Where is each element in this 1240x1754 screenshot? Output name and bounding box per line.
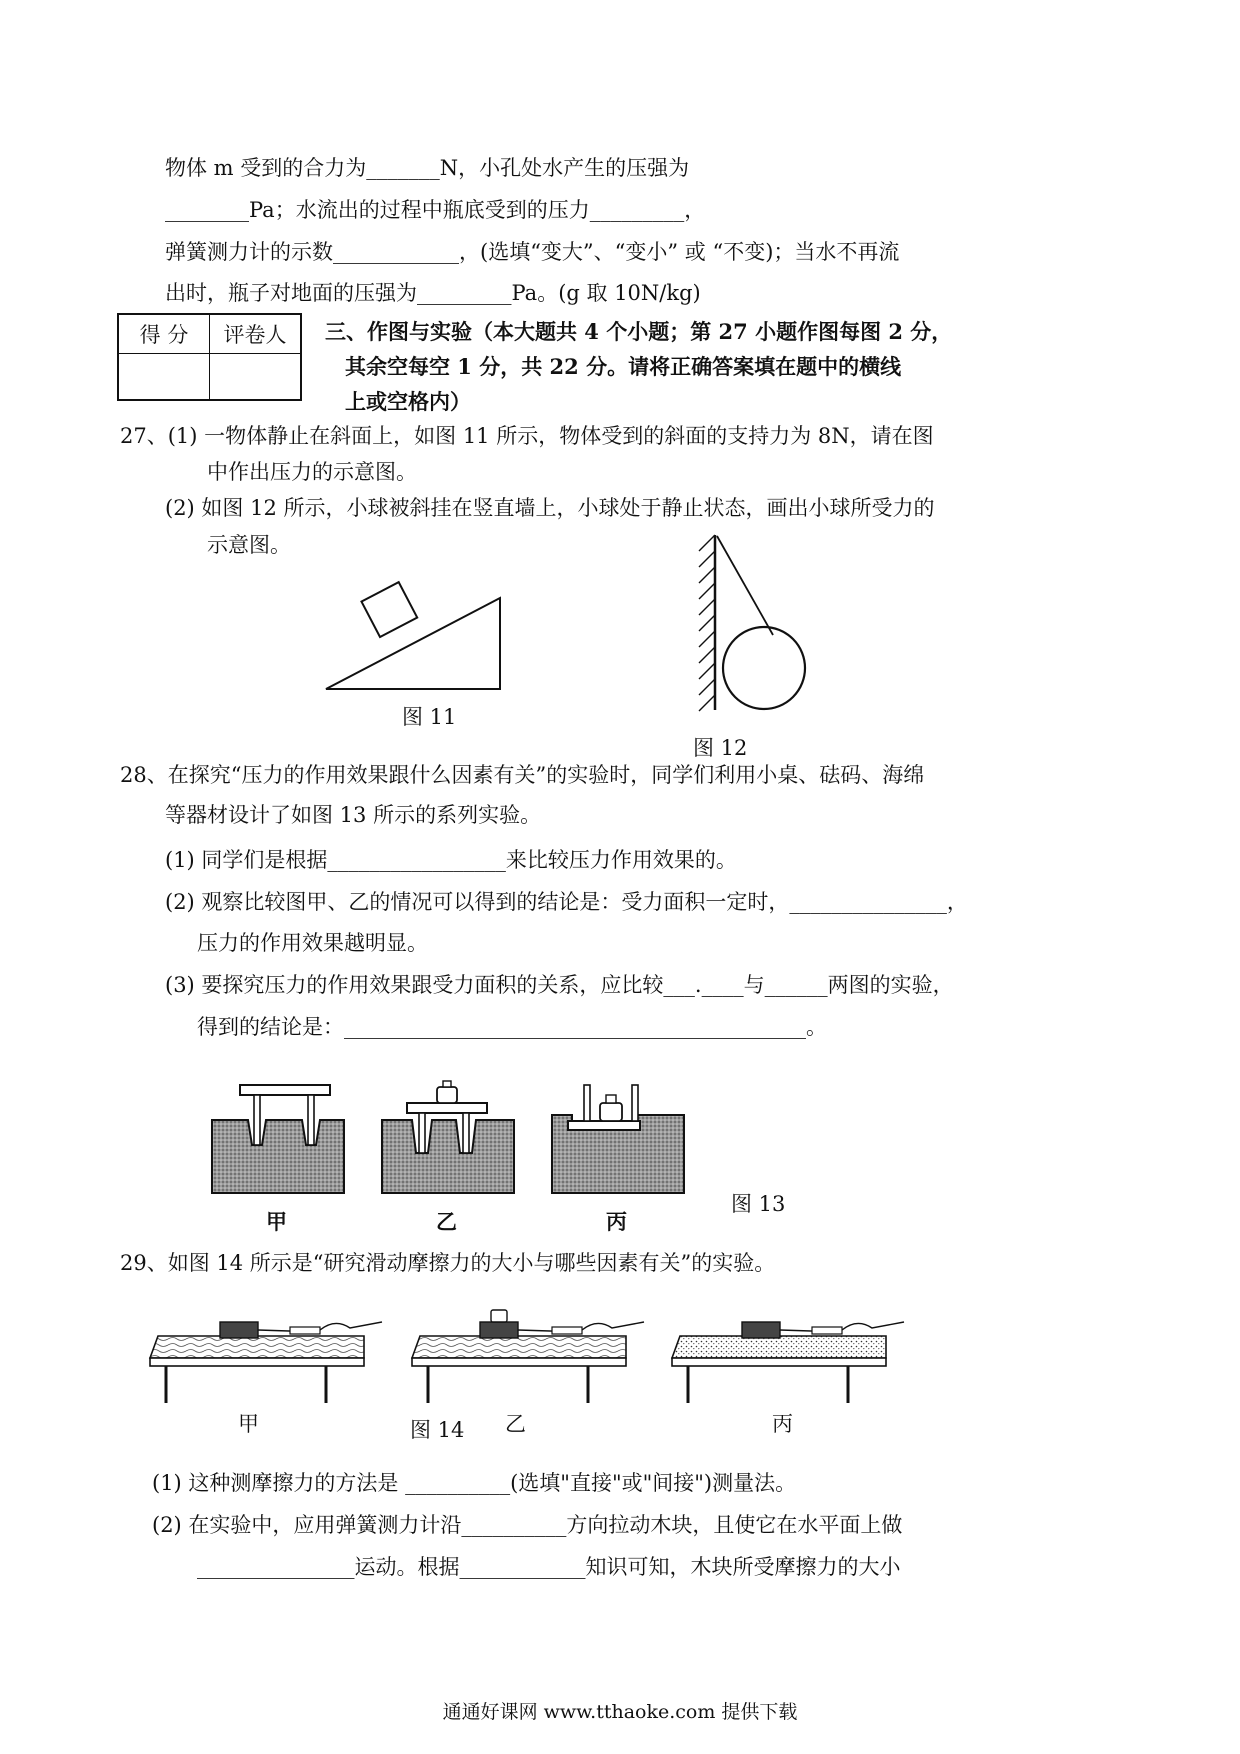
text-line: 出时，瓶子对地面的压强为_________Pa。(g 取 10N/kg) (165, 281, 701, 305)
figure-13-label-c: 丙 (606, 1209, 627, 1234)
figure-14-friction-experiment (150, 1300, 930, 1405)
figure-14-label-a: 甲 (238, 1412, 259, 1436)
text-line: 示意图。 (207, 533, 291, 557)
text-line: ________Pa；水流出的过程中瓶底受到的压力_________， (165, 198, 706, 222)
text-line: (2) 如图 12 所示，小球被斜挂在竖直墙上，小球处于静止状态，画出小球所受力的 (165, 496, 935, 520)
figure-14-label-c: 丙 (772, 1412, 793, 1436)
text-line: _______________运动。根据____________知识可知，木块所受摩擦力的大小 (197, 1555, 901, 1579)
figure-12-caption: 图 12 (693, 736, 748, 760)
text-line: (2) 观察比较图甲、乙的情况可以得到的结论是：受力面积一定时，_______________， (165, 890, 968, 914)
figure-13-sponge-experiment (210, 1085, 690, 1195)
text-line: (1) 同学们是根据_________________来比较压力作用效果的。 (165, 848, 737, 872)
page-footer: 通通好课网 www.tthaoke.com 提供下载 (442, 1701, 798, 1723)
figure-12-ball-on-wall (695, 535, 820, 710)
text-line: 压力的作用效果越明显。 (197, 931, 428, 955)
question-28: 28、在探究“压力的作用效果跟什么因素有关”的实验时，同学们利用小桌、砝码、海绵 (120, 763, 925, 787)
score-table (117, 313, 302, 401)
figure-14-caption: 图 14 (410, 1418, 465, 1442)
text-line: 等器材设计了如图 13 所示的系列实验。 (165, 803, 542, 827)
question-27: 27、(1) 一物体静止在斜面上，如图 11 所示，物体受到的斜面的支持力为 8N，请在图 (120, 424, 934, 448)
text-line: 物体 m 受到的合力为_______N，小孔处水产生的压强为 (165, 156, 690, 180)
score-cell[interactable] (118, 354, 210, 401)
text-line: 得到的结论是：____________________________________________。 (197, 1015, 827, 1039)
text-line: (1) 这种测摩擦力的方法是 __________(选填"直接"或"间接")测量法。 (152, 1471, 797, 1495)
text-line: (2) 在实验中，应用弹簧测力计沿__________方向拉动木块，且使它在水平面上做 (152, 1513, 903, 1537)
figure-14-label-b: 乙 (505, 1412, 526, 1436)
grader-header: 评卷人 (210, 314, 302, 354)
text-line: (3) 要探究压力的作用效果跟受力面积的关系，应比较___.____与______两图的实验， (165, 973, 954, 997)
section-heading: 三、作图与实验（本大题共 4 个小题；第 27 小题作图每图 2 分， (325, 319, 953, 344)
section-heading: 上或空格内） (345, 389, 471, 414)
section-heading: 其余空每空 1 分，共 22 分。请将正确答案填在题中的横线 (345, 354, 902, 379)
figure-13-caption: 图 13 (731, 1192, 786, 1216)
text-line: 中作出压力的示意图。 (207, 460, 417, 484)
grader-cell[interactable] (210, 354, 302, 401)
figure-11-caption: 图 11 (402, 705, 457, 729)
question-29: 29、如图 14 所示是“研究滑动摩擦力的大小与哪些因素有关”的实验。 (120, 1251, 776, 1275)
figure-13-label-a: 甲 (266, 1209, 287, 1234)
figure-13-label-b: 乙 (436, 1209, 457, 1234)
figure-11-incline (320, 590, 505, 700)
text-line: 弹簧测力计的示数____________，(选填“变大”、“变小” 或 “不变)；当水不再流 (165, 240, 900, 264)
score-header: 得 分 (118, 314, 210, 354)
